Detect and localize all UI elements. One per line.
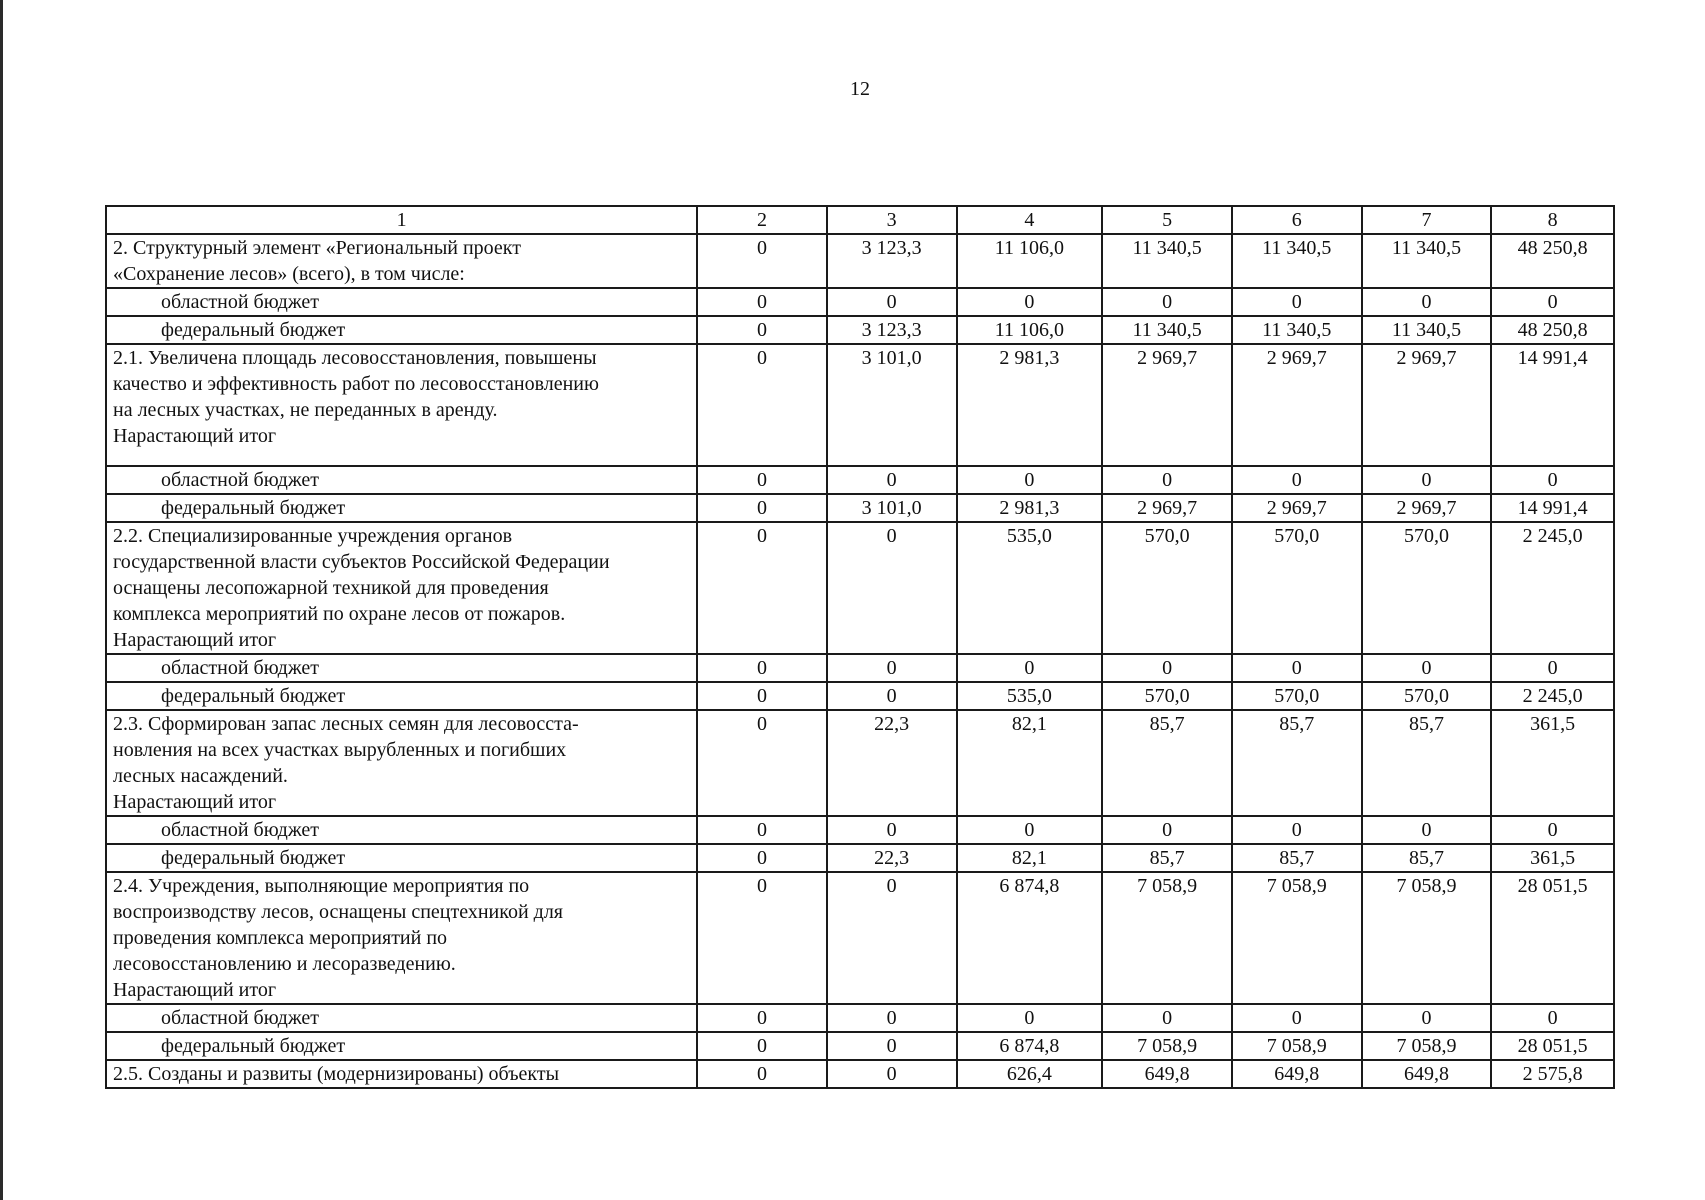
value-cell: 48 250,8: [1491, 234, 1614, 288]
value-cell: 3 123,3: [827, 234, 957, 288]
value-cell: 0: [1362, 466, 1492, 494]
item-description-cell: [106, 710, 697, 816]
value-cell: 14 991,4: [1491, 344, 1614, 466]
value-cell: 649,8: [1232, 1060, 1362, 1088]
table-row: [106, 522, 1614, 654]
value-cell: 0: [697, 1004, 827, 1032]
value-cell: 0: [957, 1004, 1103, 1032]
value-cell: 0: [827, 1032, 957, 1060]
header-cell: 8: [1491, 206, 1614, 234]
table-row: [106, 682, 1614, 710]
value-cell: 0: [1362, 816, 1492, 844]
budget-source-cell: [106, 494, 697, 522]
value-cell: 0: [827, 872, 957, 1004]
value-cell: 6 874,8: [957, 1032, 1103, 1060]
description-line: федеральный бюджет: [161, 319, 346, 341]
budget-source-cell: [106, 682, 697, 710]
budget-source-cell: [106, 654, 697, 682]
value-cell: 0: [697, 654, 827, 682]
value-cell: 11 106,0: [957, 234, 1103, 288]
description-line: воспроизводству лесов, оснащены спецтехникой для: [113, 901, 563, 923]
value-cell: 649,8: [1362, 1060, 1492, 1088]
value-cell: 535,0: [957, 682, 1103, 710]
table-row: [106, 1060, 1614, 1088]
value-cell: 570,0: [1232, 682, 1362, 710]
value-cell: 0: [1362, 654, 1492, 682]
value-cell: 11 106,0: [957, 316, 1103, 344]
value-cell: 2 981,3: [957, 494, 1103, 522]
budget-source-cell: [106, 1032, 697, 1060]
value-cell: 7 058,9: [1102, 872, 1232, 1004]
value-cell: 0: [1102, 288, 1232, 316]
description-line: 2.2. Специализированные учреждения органов: [113, 525, 513, 547]
description-line: Нарастающий итог: [113, 979, 277, 1001]
value-cell: 0: [1102, 1004, 1232, 1032]
value-cell: 85,7: [1102, 710, 1232, 816]
value-cell: 2 969,7: [1362, 344, 1492, 466]
value-cell: 0: [827, 466, 957, 494]
value-cell: 48 250,8: [1491, 316, 1614, 344]
value-cell: 570,0: [1232, 522, 1362, 654]
value-cell: 11 340,5: [1362, 234, 1492, 288]
value-cell: 85,7: [1362, 710, 1492, 816]
table-row: [106, 872, 1614, 1004]
table-row: [106, 234, 1614, 288]
value-cell: 0: [1102, 816, 1232, 844]
value-cell: 11 340,5: [1102, 234, 1232, 288]
value-cell: 7 058,9: [1362, 872, 1492, 1004]
description-line: качество и эффективность работ по лесовосстановлению: [113, 373, 599, 395]
value-cell: 0: [697, 288, 827, 316]
description-line: на лесных участках, не переданных в аренду.: [113, 399, 498, 421]
value-cell: 0: [827, 1004, 957, 1032]
description-line: федеральный бюджет: [161, 1035, 346, 1057]
table-row: [106, 494, 1614, 522]
value-cell: 0: [827, 654, 957, 682]
description-line: комплекса мероприятий по охране лесов от пожаров.: [113, 603, 566, 625]
value-cell: 0: [1491, 466, 1614, 494]
value-cell: 0: [827, 1060, 957, 1088]
table-header-row: [106, 206, 1614, 234]
value-cell: 2 969,7: [1232, 494, 1362, 522]
description-line: 2.3. Сформирован запас лесных семян для лесовосста-: [113, 713, 579, 735]
header-cell: 6: [1232, 206, 1362, 234]
table-row: [106, 1004, 1614, 1032]
value-cell: 570,0: [1102, 682, 1232, 710]
description-line: оснащены лесопожарной техникой для проведения: [113, 577, 549, 599]
item-description-cell: [106, 1060, 697, 1088]
value-cell: 361,5: [1491, 710, 1614, 816]
value-cell: 0: [1232, 654, 1362, 682]
budget-source-cell: [106, 1004, 697, 1032]
value-cell: 0: [827, 816, 957, 844]
value-cell: 535,0: [957, 522, 1103, 654]
value-cell: 0: [1362, 288, 1492, 316]
value-cell: 0: [1491, 288, 1614, 316]
value-cell: 85,7: [1102, 844, 1232, 872]
description-line: областной бюджет: [161, 469, 320, 491]
description-line: 2.5. Созданы и развиты (модернизированы) объекты: [113, 1063, 560, 1085]
value-cell: 22,3: [827, 844, 957, 872]
value-cell: 28 051,5: [1491, 1032, 1614, 1060]
table-row: [106, 288, 1614, 316]
value-cell: 649,8: [1102, 1060, 1232, 1088]
value-cell: 82,1: [957, 710, 1103, 816]
value-cell: 7 058,9: [1232, 1032, 1362, 1060]
value-cell: 0: [957, 466, 1103, 494]
description-line: областной бюджет: [161, 1007, 320, 1029]
header-cell: 5: [1102, 206, 1232, 234]
value-cell: 22,3: [827, 710, 957, 816]
value-cell: 0: [1491, 1004, 1614, 1032]
table-row: [106, 466, 1614, 494]
description-line: областной бюджет: [161, 291, 320, 313]
description-line: федеральный бюджет: [161, 497, 346, 519]
value-cell: 0: [827, 288, 957, 316]
item-description-cell: [106, 522, 697, 654]
value-cell: 361,5: [1491, 844, 1614, 872]
description-line: новления на всех участках вырубленных и погибших: [113, 739, 567, 761]
description-line: 2.1. Увеличена площадь лесовосстановления, повышены: [113, 347, 597, 369]
value-cell: 0: [1491, 654, 1614, 682]
description-line: проведения комплекса мероприятий по: [113, 927, 448, 949]
description-line: федеральный бюджет: [161, 847, 346, 869]
value-cell: 0: [697, 466, 827, 494]
value-cell: 2 969,7: [1102, 494, 1232, 522]
description-line: лесовосстановлению и лесоразведению.: [113, 953, 456, 975]
value-cell: 85,7: [1232, 710, 1362, 816]
value-cell: 626,4: [957, 1060, 1103, 1088]
value-cell: 570,0: [1362, 522, 1492, 654]
value-cell: 0: [1232, 288, 1362, 316]
value-cell: 2 245,0: [1491, 522, 1614, 654]
value-cell: 11 340,5: [1102, 316, 1232, 344]
header-cell: 3: [827, 206, 957, 234]
value-cell: 0: [1491, 816, 1614, 844]
value-cell: 0: [697, 316, 827, 344]
value-cell: 3 101,0: [827, 344, 957, 466]
description-line: Нарастающий итог: [113, 629, 277, 651]
item-description-cell: [106, 872, 697, 1004]
value-cell: 2 969,7: [1232, 344, 1362, 466]
table-row: [106, 816, 1614, 844]
value-cell: 2 969,7: [1362, 494, 1492, 522]
value-cell: 0: [697, 344, 827, 466]
description-line: областной бюджет: [161, 657, 320, 679]
value-cell: 0: [827, 682, 957, 710]
page-number: 12: [850, 78, 870, 100]
value-cell: 0: [1232, 1004, 1362, 1032]
description-line: государственной власти субъектов Российской Федерации: [113, 551, 610, 573]
value-cell: 0: [1232, 466, 1362, 494]
item-description-cell: [106, 344, 697, 466]
item-description-cell: [106, 234, 697, 288]
value-cell: 0: [697, 682, 827, 710]
value-cell: 85,7: [1362, 844, 1492, 872]
table-row: [106, 344, 1614, 466]
value-cell: 82,1: [957, 844, 1103, 872]
value-cell: 0: [1232, 816, 1362, 844]
value-cell: 0: [1102, 466, 1232, 494]
header-cell: 7: [1362, 206, 1492, 234]
description-line: федеральный бюджет: [161, 685, 346, 707]
value-cell: 14 991,4: [1491, 494, 1614, 522]
value-cell: 0: [957, 288, 1103, 316]
description-line: областной бюджет: [161, 819, 320, 841]
value-cell: 0: [827, 522, 957, 654]
value-cell: 0: [1362, 1004, 1492, 1032]
value-cell: 0: [697, 872, 827, 1004]
value-cell: 570,0: [1102, 522, 1232, 654]
value-cell: 2 981,3: [957, 344, 1103, 466]
value-cell: 0: [957, 816, 1103, 844]
value-cell: 0: [697, 522, 827, 654]
value-cell: 0: [697, 234, 827, 288]
budget-source-cell: [106, 466, 697, 494]
value-cell: 7 058,9: [1102, 1032, 1232, 1060]
budget-source-cell: [106, 816, 697, 844]
description-line: Нарастающий итог: [113, 791, 277, 813]
budget-source-cell: [106, 316, 697, 344]
table-row: [106, 1032, 1614, 1060]
value-cell: 2 245,0: [1491, 682, 1614, 710]
value-cell: 0: [957, 654, 1103, 682]
value-cell: 6 874,8: [957, 872, 1103, 1004]
description-line: «Сохранение лесов» (всего), в том числе:: [113, 263, 465, 285]
budget-source-cell: [106, 844, 697, 872]
value-cell: 0: [697, 1060, 827, 1088]
value-cell: 7 058,9: [1232, 872, 1362, 1004]
description-line: 2. Структурный элемент «Региональный проект: [113, 237, 521, 259]
description-line: Нарастающий итог: [113, 425, 277, 447]
value-cell: 0: [1102, 654, 1232, 682]
value-cell: 85,7: [1232, 844, 1362, 872]
header-cell: 1: [106, 206, 697, 234]
value-cell: 0: [697, 816, 827, 844]
table-row: [106, 710, 1614, 816]
table-row: [106, 654, 1614, 682]
value-cell: 7 058,9: [1362, 1032, 1492, 1060]
value-cell: 0: [697, 844, 827, 872]
value-cell: 0: [697, 494, 827, 522]
budget-source-cell: [106, 288, 697, 316]
value-cell: 3 123,3: [827, 316, 957, 344]
table-row: [106, 844, 1614, 872]
description-line: 2.4. Учреждения, выполняющие мероприятия по: [113, 875, 530, 897]
value-cell: 0: [697, 710, 827, 816]
value-cell: 0: [697, 1032, 827, 1060]
header-cell: 2: [697, 206, 827, 234]
value-cell: 11 340,5: [1232, 234, 1362, 288]
value-cell: 11 340,5: [1362, 316, 1492, 344]
header-cell: 4: [957, 206, 1103, 234]
value-cell: 28 051,5: [1491, 872, 1614, 1004]
value-cell: 570,0: [1362, 682, 1492, 710]
budget-table: [105, 205, 1615, 1089]
value-cell: 2 969,7: [1102, 344, 1232, 466]
value-cell: 3 101,0: [827, 494, 957, 522]
page-left-edge: [0, 0, 3, 1200]
value-cell: 11 340,5: [1232, 316, 1362, 344]
table-row: [106, 316, 1614, 344]
value-cell: 2 575,8: [1491, 1060, 1614, 1088]
description-line: лесных насаждений.: [113, 765, 288, 787]
